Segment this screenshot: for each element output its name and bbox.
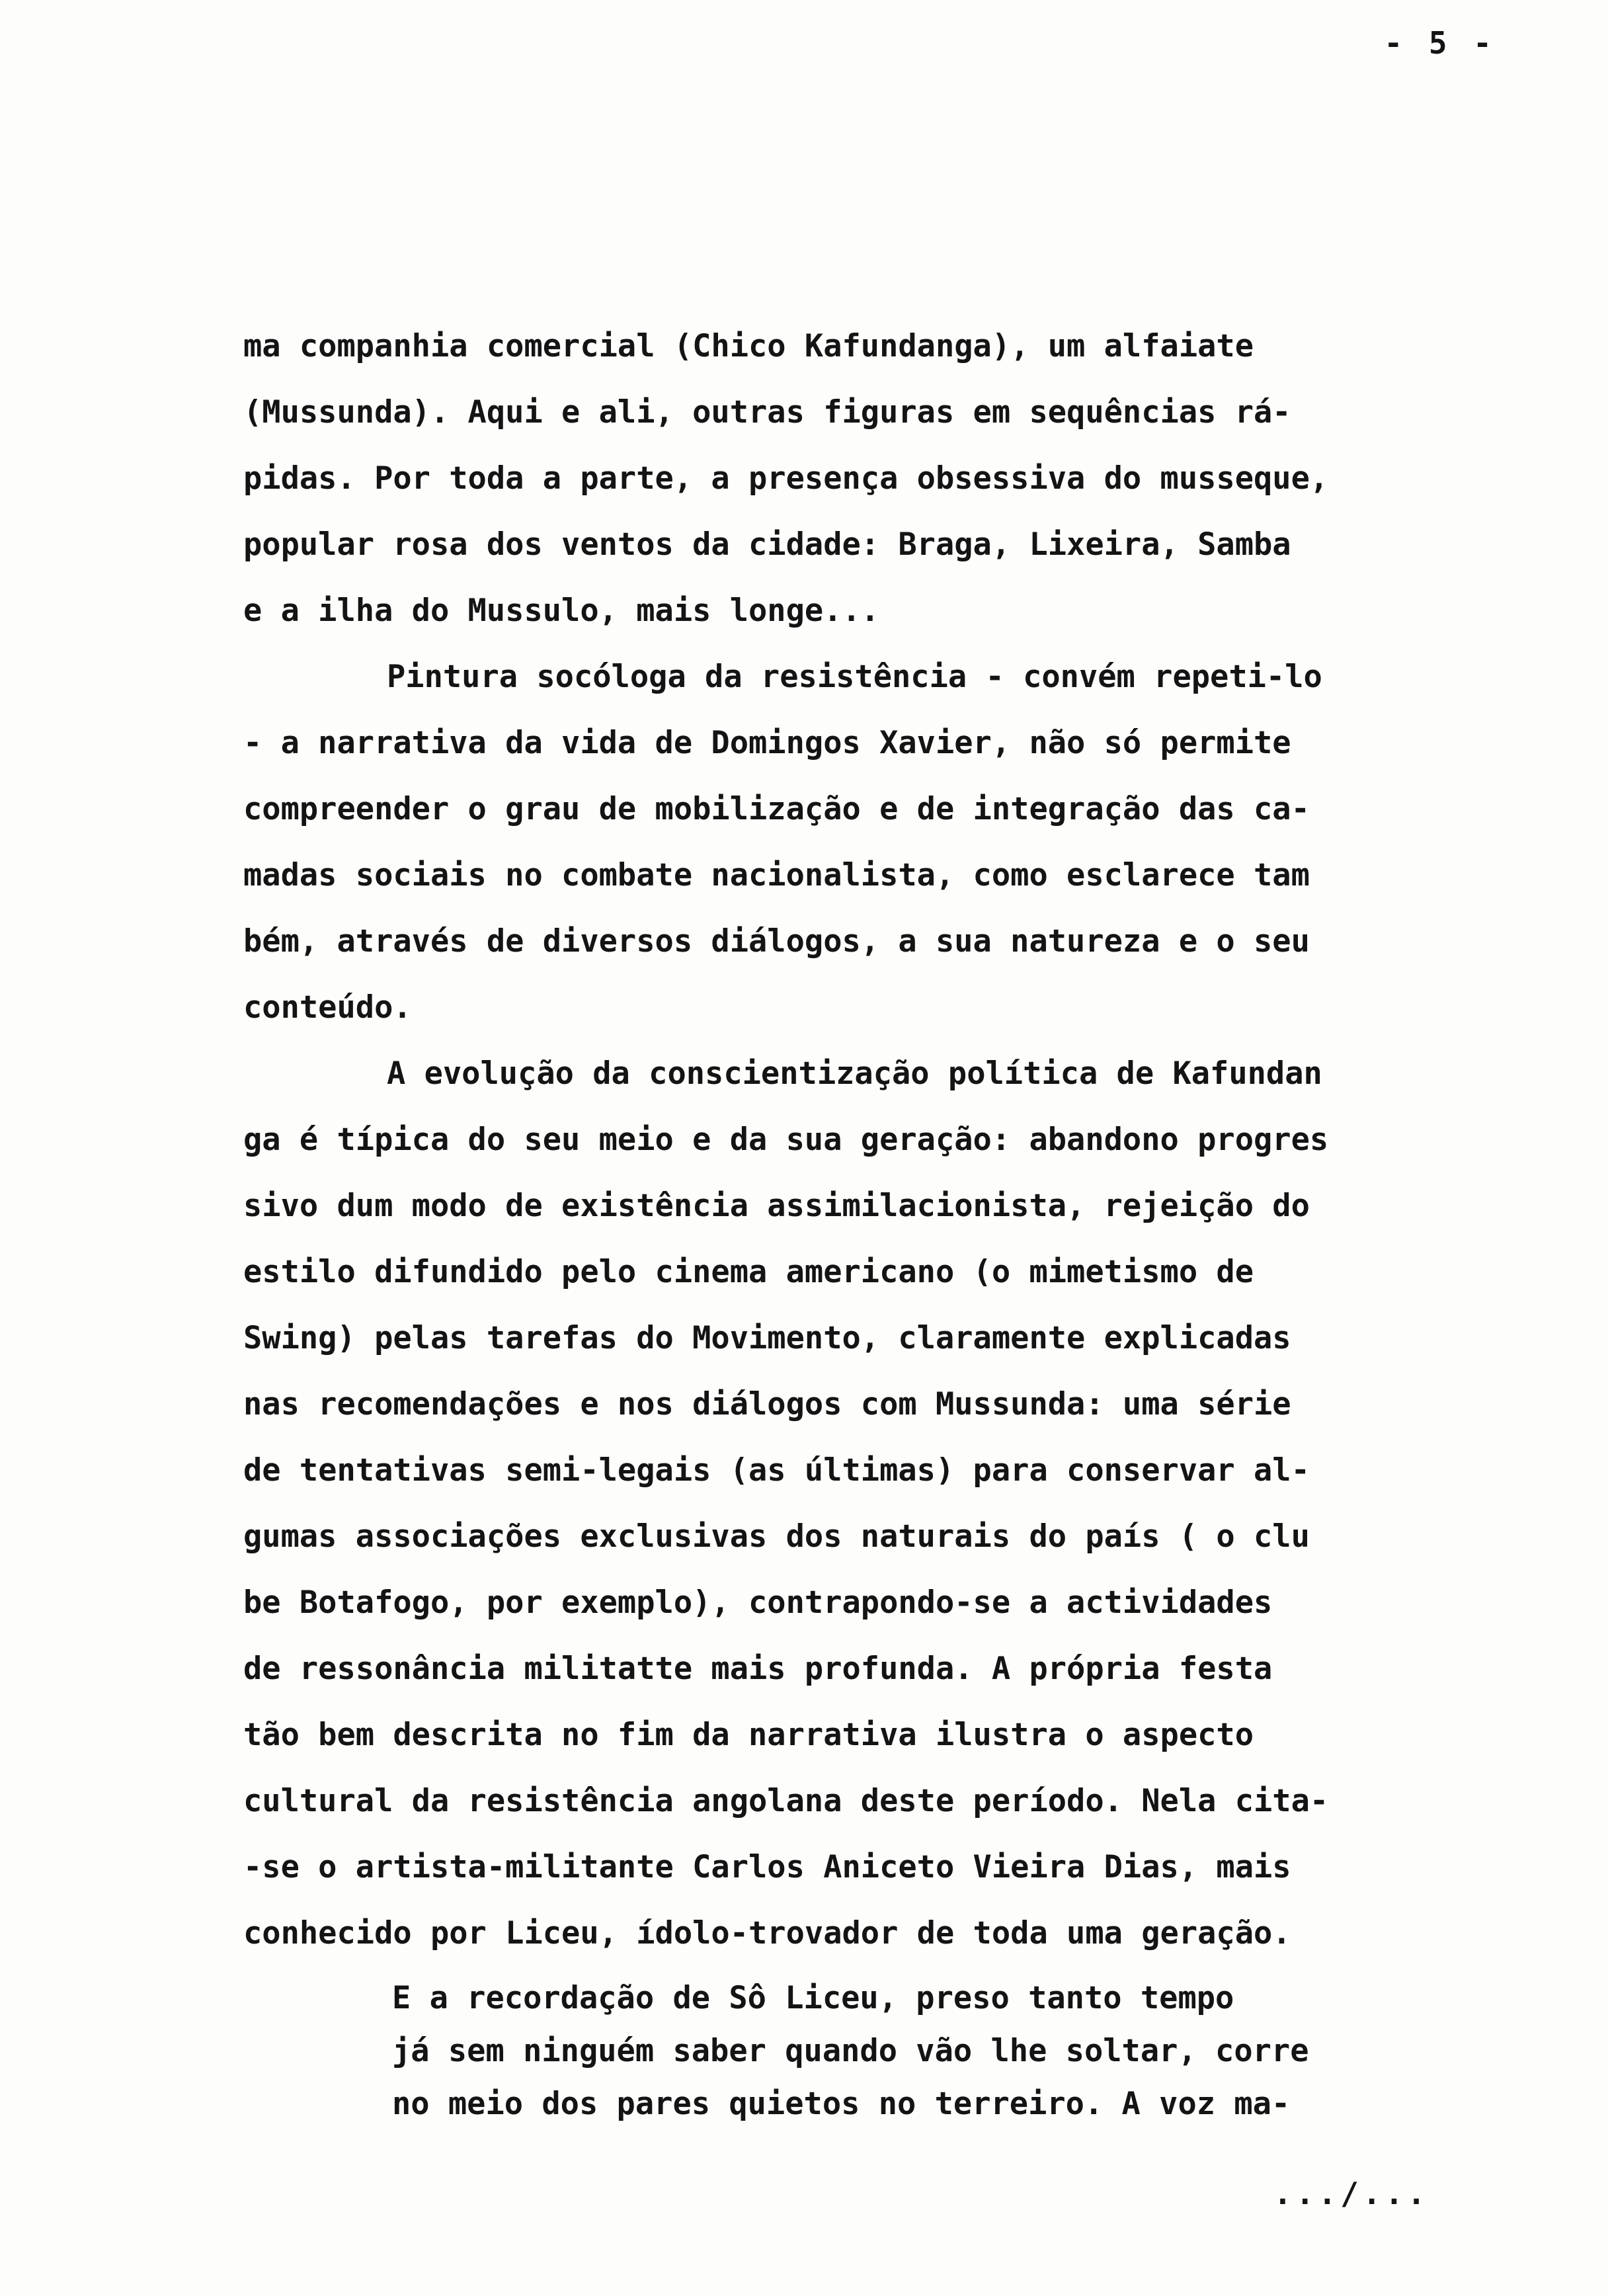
- text-line: Swing) pelas tarefas do Movimento, claramente explicadas: [243, 1320, 1291, 1356]
- text-line: - a narrativa da vida de Domingos Xavier, não só permite: [243, 725, 1291, 761]
- text-line: conteúdo.: [243, 989, 412, 1026]
- text-line: -se o artista-militante Carlos Aniceto Vieira Dias, mais: [243, 1849, 1291, 1885]
- text-line: sivo dum modo de existência assimilacionista, rejeição do: [243, 1188, 1310, 1224]
- text-line: (Mussunda). Aqui e ali, outras figuras em sequências rá-: [243, 394, 1291, 430]
- quote-line: já sem ninguém saber quando vão lhe soltar, corre: [392, 2033, 1309, 2069]
- text-line: estilo difundido pelo cinema americano (o mimetismo de: [243, 1254, 1254, 1290]
- text-line: bém, através de diversos diálogos, a sua natureza e o seu: [243, 923, 1310, 960]
- text-line: gumas associações exclusivas dos naturais do país ( o clu: [243, 1518, 1310, 1555]
- text-line: nas recomendações e nos diálogos com Mussunda: uma série: [243, 1386, 1291, 1422]
- quote-line: no meio dos pares quietos no terreiro. A voz ma-: [392, 2086, 1291, 2122]
- quote-line: E a recordação de Sô Liceu, preso tanto tempo: [392, 1980, 1234, 2016]
- text-line: Pintura socóloga da resistência - convém repeti-lo: [387, 659, 1322, 695]
- text-line: cultural da resistência angolana deste período. Nela cita-: [243, 1783, 1329, 1819]
- text-line: popular rosa dos ventos da cidade: Braga, Lixeira, Samba: [243, 526, 1291, 563]
- page-number: - 5 -: [1384, 25, 1496, 61]
- text-line: madas sociais no combate nacionalista, como esclarece tam: [243, 857, 1310, 893]
- text-line: de tentativas semi-legais (as últimas) para conservar al-: [243, 1452, 1310, 1489]
- text-line: ma companhia comercial (Chico Kafundanga), um alfaiate: [243, 328, 1254, 364]
- text-line: be Botafogo, por exemplo), contrapondo-se a actividades: [243, 1584, 1273, 1621]
- text-line: A evolução da conscientização política de Kafundan: [387, 1055, 1322, 1092]
- text-line: compreender o grau de mobilização e de integração das ca-: [243, 791, 1310, 827]
- text-line: ga é típica do seu meio e da sua geração: abandono progres: [243, 1122, 1329, 1158]
- text-line: e a ilha do Mussulo, mais longe...: [243, 593, 880, 629]
- continuation-marker: .../...: [1273, 2176, 1429, 2211]
- text-line: pidas. Por toda a parte, a presença obsessiva do musseque,: [243, 460, 1329, 497]
- text-line: de ressonância militatte mais profunda. A própria festa: [243, 1651, 1273, 1687]
- text-line: tão bem descrita no fim da narrativa ilustra o aspecto: [243, 1717, 1254, 1753]
- text-line: conhecido por Liceu, ídolo-trovador de toda uma geração.: [243, 1915, 1291, 1951]
